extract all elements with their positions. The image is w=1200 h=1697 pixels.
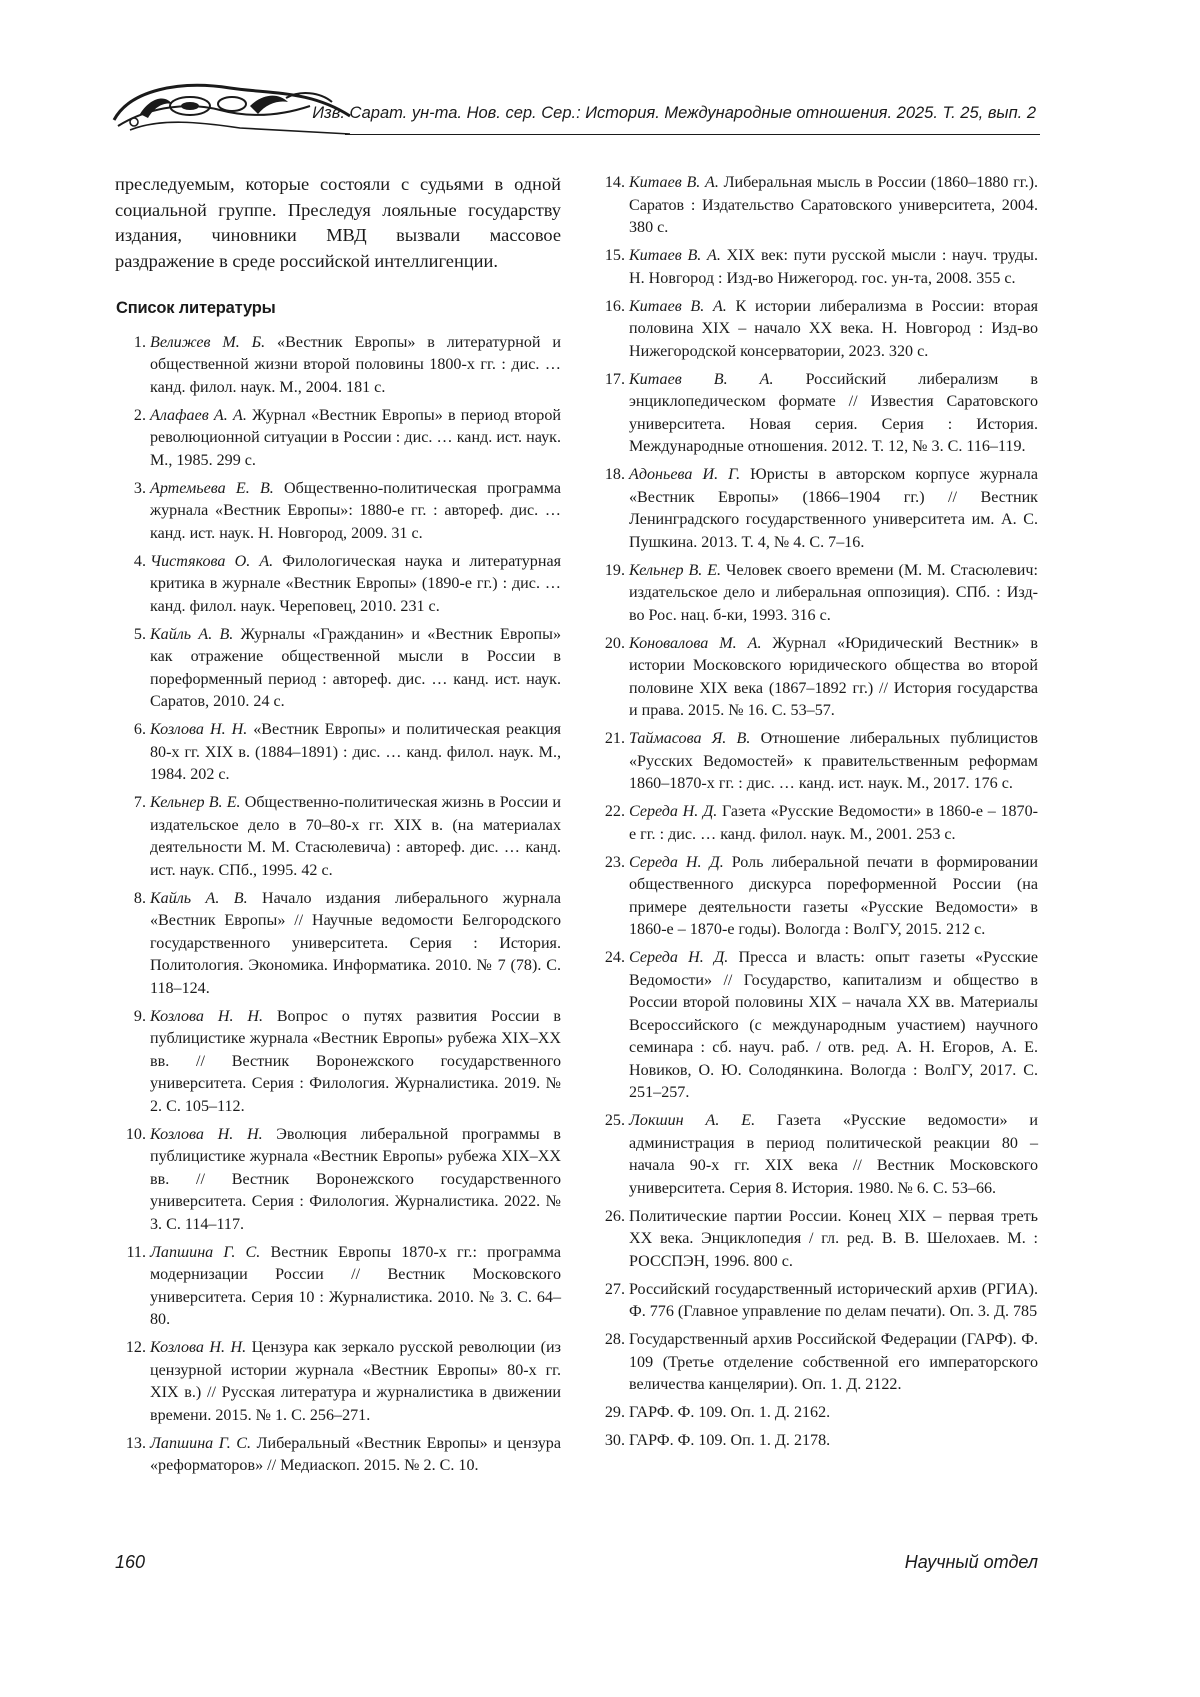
header-rule: [345, 134, 1040, 135]
reference-author: Козлова Н. Н.: [150, 1126, 263, 1143]
reference-number: 12.: [115, 1337, 146, 1360]
reference-text: Пресса и власть: опыт газеты «Русские Ведомости» // Государство, капитализм и общество в России второй половины XIX – начала XX вв. Материалы Всероссийского (с международным участием) научного семинара : сб. науч. раб. / отв. ред. А. Н. Егоров, А. Е. Новиков, О. Ю. Солодянкина. Вологда : ВолГУ, 2017. С. 251–257.: [629, 949, 1038, 1101]
reference-item: [115, 888, 561, 1001]
reference-number: 22.: [594, 801, 625, 824]
reference-item: [594, 1279, 1038, 1324]
reference-author: Артемьева Е. В.: [150, 480, 274, 497]
reference-item: [115, 1124, 561, 1237]
reference-text: Филологическая наука и литературная критика в журнале «Вестник Европы» (1890-е гг.) : дис. … канд. филол. наук. Череповец, 2010. 231 с.: [150, 553, 561, 615]
reference-item: [115, 792, 561, 882]
reference-author: Козлова Н. Н.: [150, 1008, 263, 1025]
reference-item: [594, 464, 1038, 554]
reference-author: Лапшина Г. С.: [150, 1435, 251, 1452]
reference-item: [594, 728, 1038, 796]
reference-number: 3.: [115, 478, 146, 501]
reference-number: 11.: [115, 1242, 146, 1265]
reference-number: 4.: [115, 551, 146, 574]
reference-number: 25.: [594, 1110, 625, 1133]
reference-item: [115, 1006, 561, 1119]
reference-number: 21.: [594, 728, 625, 751]
reference-item: [594, 1206, 1038, 1274]
left-column: [115, 172, 561, 1483]
reference-number: 5.: [115, 624, 146, 647]
references-list-left: [115, 332, 561, 1478]
reference-item: [594, 560, 1038, 628]
reference-number: 10.: [115, 1124, 146, 1147]
reference-number: 2.: [115, 405, 146, 428]
references-list-right: [594, 172, 1038, 1453]
reference-text: Вопрос о путях развития России в публицистике журнала «Вестник Европы» рубежа XIX–XX вв. // Вестник Воронежского государственного университета. Серия : Филология. Журналистика. 2019. № 2. С. 105–112.: [150, 1008, 561, 1115]
reference-item: [115, 405, 561, 473]
reference-text: Либеральный «Вестник Европы» и цензура «реформаторов» // Медиаскоп. 2015. № 2. С. 10.: [150, 1435, 561, 1475]
reference-item: [594, 245, 1038, 290]
reference-number: 24.: [594, 947, 625, 970]
reference-author: Середа Н. Д.: [629, 803, 717, 820]
reference-text: Либеральная мысль в России (1860–1880 гг.). Саратов : Издательство Саратовского университета, 2004. 380 с.: [629, 174, 1038, 236]
reference-item: [115, 719, 561, 787]
reference-item: [594, 172, 1038, 240]
reference-item: [115, 332, 561, 400]
reference-text: Российский либерализм в энциклопедическом формате // Известия Саратовского университета. Новая серия. Серия : История. Международные отношения. 2012. Т. 12, № 3. С. 116–119.: [629, 371, 1038, 456]
reference-number: 14.: [594, 172, 625, 195]
reference-number: 23.: [594, 852, 625, 875]
footer-section-name: Научный отдел: [905, 1552, 1038, 1573]
reference-text: «Вестник Европы» и политическая реакция 80-х гг. XIX в. (1884–1891) : дис. … канд. филол. наук. М., 1984. 202 с.: [150, 721, 561, 783]
reference-text: XIX век: пути русской мысли : науч. труды. Н. Новгород : Изд-во Нижегород. гос. ун-та, 2008. 355 с.: [629, 247, 1038, 287]
reference-text: Газета «Русские ведомости» и администрация в период политической реакции 80 – начала 90-х гг. XIX века // Вестник Московского университета. Серия 8. История. 1980. № 6. С. 53–66.: [629, 1112, 1038, 1197]
reference-item: [115, 1433, 561, 1478]
reference-author: Козлова Н. Н.: [150, 1339, 246, 1356]
page-number: 160: [115, 1552, 145, 1573]
reference-author: Коновалова М. А.: [629, 635, 761, 652]
reference-author: Кайль А. В.: [150, 626, 233, 643]
reference-number: 15.: [594, 245, 625, 268]
reference-number: 7.: [115, 792, 146, 815]
reference-item: [115, 1337, 561, 1427]
reference-number: 1.: [115, 332, 146, 355]
reference-author: Кельнер В. Е.: [150, 794, 241, 811]
reference-item: [594, 947, 1038, 1105]
reference-author: Кайль А. В.: [150, 890, 248, 907]
reference-item: [594, 633, 1038, 723]
reference-number: 13.: [115, 1433, 146, 1456]
reference-text: Эволюция либеральной программы в публицистике журнала «Вестник Европы» рубежа XIX–XX вв. // Вестник Воронежского государственного университета. Серия : Филология. Журналистика. 2022. № 3. С. 114–117.: [150, 1126, 561, 1233]
reference-number: 6.: [115, 719, 146, 742]
reference-number: 8.: [115, 888, 146, 911]
reference-item: [115, 1242, 561, 1332]
reference-item: [594, 1329, 1038, 1397]
reference-author: Локшин А. Е.: [629, 1112, 755, 1129]
reference-author: Алафаев А. А.: [150, 407, 247, 424]
reference-number: 28.: [594, 1329, 625, 1352]
reference-text: ГАРФ. Ф. 109. Оп. 1. Д. 2178.: [629, 1432, 830, 1449]
reference-text: Юристы в авторском корпусе журнала «Вестник Европы» (1866–1904 гг.) // Вестник Ленинградского государственного университета им. А. С. Пушкина. 2013. Т. 4, № 4. С. 7–16.: [629, 466, 1038, 551]
reference-item: [594, 1110, 1038, 1200]
journal-header: Изв. Сарат. ун-та. Нов. сер. Сер.: История. Международные отношения. 2025. Т. 25, вып. 2: [312, 104, 1036, 123]
reference-text: Общественно-политическая программа журнала «Вестник Европы»: 1880-е гг. : автореф. дис. … канд. ист. наук. Н. Новгород, 2009. 31 с.: [150, 480, 561, 542]
reference-author: Адоньева И. Г.: [629, 466, 740, 483]
reference-text: Начало издания либерального журнала «Вестник Европы» // Научные ведомости Белгородского государственного университета. Серия : История. Политология. Экономика. Информатика. 2010. № 7 (78). С. 118–124.: [150, 890, 561, 997]
reference-author: Середа Н. Д.: [629, 854, 724, 871]
reference-number: 18.: [594, 464, 625, 487]
reference-text: Журнал «Юридический Вестник» в истории Московского юридического общества во второй половине XIX века (1867–1892 гг.) // История государства и права. 2015. № 16. С. 53–57.: [629, 635, 1038, 720]
reference-author: Середа Н. Д.: [629, 949, 728, 966]
reference-item: [594, 1430, 1038, 1453]
reference-author: Китаев В. А.: [629, 247, 721, 264]
reference-item: [115, 551, 561, 619]
reference-item: [594, 1402, 1038, 1425]
reference-author: Велижев М. Б.: [150, 334, 265, 351]
reference-author: Таймасова Я. В.: [629, 730, 750, 747]
reference-text: К истории либерализма в России: вторая половина XIX – начало XX века. Н. Новгород : Изд-во Нижегородской консерватории, 2023. 320 с.: [629, 298, 1038, 360]
reference-text: Человек своего времени (М. М. Стасюлевич: издательское дело и либеральная оппозиция). СПб. : Изд-во Рос. нац. б-ки, 1993. 316 с.: [629, 562, 1038, 624]
reference-text: Цензура как зеркало русской революции (из цензурной истории журнала «Вестник Европы» 80-х гг. XIX в.) // Русская литература и журналистика в движении времени. 2015. № 1. С. 256–271.: [150, 1339, 561, 1424]
right-column: [594, 172, 1038, 1458]
reference-number: 30.: [594, 1430, 625, 1453]
reference-number: 16.: [594, 296, 625, 319]
reference-item: [594, 369, 1038, 459]
reference-author: Китаев В. А.: [629, 371, 774, 388]
reference-author: Козлова Н. Н.: [150, 721, 247, 738]
reference-text: Общественно-политическая жизнь в России и издательское дело в 70–80-х гг. XIX в. (на материалах деятельности М. М. Стасюлевича) : автореф. дис. … канд. ист. наук. СПб., 1995. 42 с.: [150, 794, 561, 879]
reference-text: Государственный архив Российской Федерации (ГАРФ). Ф. 109 (Третье отделение собственной его императорского величества канцелярии). Оп. 1. Д. 2122.: [629, 1331, 1038, 1393]
reference-number: 27.: [594, 1279, 625, 1302]
reference-number: 29.: [594, 1402, 625, 1425]
intro-paragraph: преследуемым, которые состояли с судьями в одной социальной группе. Преследуя лояльные государству издания, чиновники МВД вызвали массовое раздражение в среде российской интеллигенции.: [115, 172, 561, 274]
reference-item: [594, 852, 1038, 942]
reference-author: Кельнер В. Е.: [629, 562, 721, 579]
reference-text: Журнал «Вестник Европы» в период второй революционной ситуации в России : дис. … канд. ист. наук. М., 1985. 299 с.: [150, 407, 561, 469]
reference-item: [115, 624, 561, 714]
reference-number: 17.: [594, 369, 625, 392]
reference-number: 9.: [115, 1006, 146, 1029]
reference-text: «Вестник Европы» в литературной и общественной жизни второй половины 1800-х гг. : дис. … канд. филол. наук. М., 2004. 181 с.: [150, 334, 561, 396]
reference-number: 20.: [594, 633, 625, 656]
reference-number: 19.: [594, 560, 625, 583]
reference-number: 26.: [594, 1206, 625, 1229]
reference-text: Газета «Русские Ведомости» в 1860-е – 1870-е гг. : дис. … канд. филол. наук. М., 2001. 253 с.: [629, 803, 1038, 843]
reference-author: Чистякова О. А.: [150, 553, 273, 570]
reference-text: Российский государственный исторический архив (РГИА). Ф. 776 (Главное управление по делам печати). Оп. 3. Д. 785: [629, 1281, 1038, 1321]
reference-author: Китаев В. А.: [629, 298, 727, 315]
reference-author: Лапшина Г. С.: [150, 1244, 260, 1261]
reference-text: Отношение либеральных публицистов «Русских Ведомостей» к правительственным реформам 1860–1870-х гг. : дис. … канд. ист. наук. М., 2017. 176 с.: [629, 730, 1038, 792]
reference-author: Китаев В. А.: [629, 174, 719, 191]
reference-item: [594, 801, 1038, 846]
reference-item: [594, 296, 1038, 364]
references-heading: Список литературы: [116, 297, 561, 320]
reference-text: ГАРФ. Ф. 109. Оп. 1. Д. 2162.: [629, 1404, 830, 1421]
reference-text: Политические партии России. Конец XIX – первая треть XX века. Энциклопедия / гл. ред. В. В. Шелохаев. М. : РОССПЭН, 1996. 800 с.: [629, 1208, 1038, 1270]
reference-text: Вестник Европы 1870-х гг.: программа модернизации России // Вестник Московского университета. Серия 10 : Журналистика. 2010. № 3. С. 64–80.: [150, 1244, 561, 1329]
reference-text: Роль либеральной печати в формировании общественного дискурса пореформенной России (на примере деятельности газеты «Русские Ведомости» в 1860-е – 1870-е годы). Вологда : ВолГУ, 2015. 212 с.: [629, 854, 1038, 939]
reference-text: Журналы «Гражданин» и «Вестник Европы» как отражение общественной мысли в России в пореформенный период : автореф. дис. … канд. ист. наук. Саратов, 2010. 24 с.: [150, 626, 561, 711]
reference-item: [115, 478, 561, 546]
